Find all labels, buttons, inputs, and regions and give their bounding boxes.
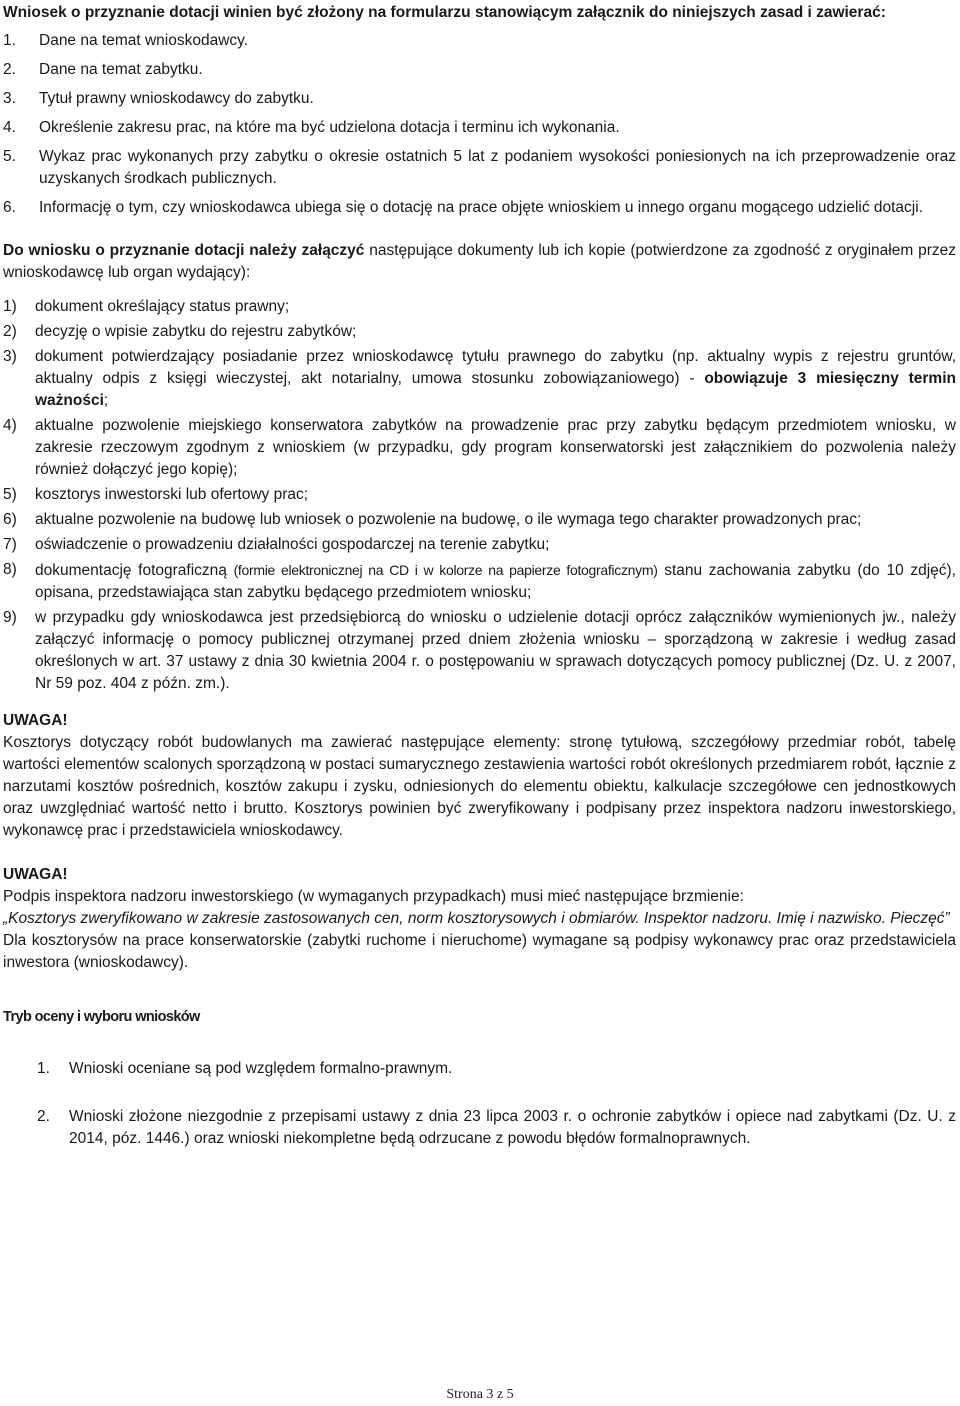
list-item xyxy=(37,1058,956,1080)
item-text: Informację o tym, czy wnioskodawca ubiega się o dotację na prace objęte wnioskiem u innego organu mogącego udzielić dotacji. xyxy=(39,199,923,216)
documents-lead-bold: Do wniosku o przyznanie dotacji należy załączyć xyxy=(3,242,365,259)
item-number: 5) xyxy=(3,486,17,503)
list-item xyxy=(3,509,956,531)
list-item xyxy=(3,59,956,81)
list-item xyxy=(3,30,956,52)
list-item xyxy=(3,534,956,556)
item-text: aktualne pozwolenie miejskiego konserwatora zabytków na prowadzenie prac przy zabytku będącym przedmiotem wniosku, w zakresie rzeczowym zgodnym z wnioskiem (w przypadku, gdy program konserwatorski jest załącznikiem do pozwolenia należy również dołączyć jego kopię); xyxy=(35,417,956,478)
section-heading: Tryb oceny i wyboru wniosków xyxy=(3,1009,200,1025)
item-number: 6. xyxy=(3,199,16,216)
list-item xyxy=(3,559,956,604)
item-number: 3) xyxy=(3,348,17,365)
list-item xyxy=(3,146,956,190)
item-text: kosztorys inwestorski lub ofertowy prac; xyxy=(35,486,309,503)
item-number: 4) xyxy=(3,417,17,434)
list-item xyxy=(3,346,956,412)
item-number: 8) xyxy=(3,561,17,578)
item-number: 6) xyxy=(3,511,17,528)
item-number: 2. xyxy=(37,1108,50,1125)
list-item xyxy=(3,321,956,343)
list-item xyxy=(3,415,956,481)
application-contents-list xyxy=(3,30,956,219)
item-text: aktualne pozwolenie na budowę lub wniosek o pozwolenie na budowę, o ile wymaga tego charakter prowadzonych prac; xyxy=(35,511,862,528)
item-number: 4. xyxy=(3,119,16,136)
list-item xyxy=(3,88,956,110)
validity-note: obowiązuje 3 miesięczny termin ważności xyxy=(35,370,956,409)
uwaga-label: UWAGA! xyxy=(3,712,68,729)
item-text: oświadczenie o prowadzeniu działalności gospodarczej na terenie zabytku; xyxy=(35,536,550,553)
document-page xyxy=(3,0,956,1150)
item-text: Wnioski oceniane są pod względem formalno-prawnym. xyxy=(69,1060,453,1077)
item-text: w przypadku gdy wnioskodawca jest przedsiębiorcą do wniosku o udzielenie dotacji oprócz załączników wymienionych jw., należy załączyć informację o pomocy publicznej otrzymanej przed dniem złożenia wniosku – sporządzoną w zakresie i według zasad określonych w art. 37 ustawy z dnia 30 kwietnia 2004 r. o postępowaniu w sprawach dotyczących pomocy publicznej (Dz. U. z 2007, Nr 59 poz. 404 z późn. zm.). xyxy=(35,609,956,692)
list-item xyxy=(3,296,956,318)
item-text: Tytuł prawny wnioskodawcy do zabytku. xyxy=(39,90,314,107)
conservation-signature-note: Dla kosztorysów na prace konserwatorskie (zabytki ruchome i nieruchome) wymagane są podpisy wykonawcy prac oraz przedstawiciela inwestora (wnioskodawcy). xyxy=(3,932,956,971)
required-documents-list xyxy=(3,296,956,695)
evaluation-list xyxy=(3,1058,956,1150)
list-item xyxy=(3,117,956,139)
item-text-tail: stanu zachowania zabytku (do 10 zdjęć), opisana, przedstawiająca stan zabytku będącego przedmiotem wniosku; xyxy=(35,562,956,601)
item-number: 2. xyxy=(3,61,16,78)
item-text: Dane na temat wnioskodawcy. xyxy=(39,32,249,49)
item-text: Dane na temat zabytku. xyxy=(39,61,203,78)
signature-requirement: Podpis inspektora nadzoru inwestorskiego (w wymaganych przypadkach) musi mieć następujące brzmienie: xyxy=(3,888,744,905)
list-item xyxy=(37,1106,956,1150)
item-number: 9) xyxy=(3,609,17,626)
list-item xyxy=(3,197,956,219)
item-number: 1) xyxy=(3,298,17,315)
item-text: Określenie zakresu prac, na które ma być udzielona dotacja i terminu ich wykonania. xyxy=(39,119,620,136)
item-text-small: (formie elektronicznej na CD i w kolorze na papierze fotograficznym) xyxy=(233,562,658,578)
intro-paragraph: Wniosek o przyznanie dotacji winien być złożony na formularzu stanowiącym załącznik do niniejszych zasad i zawierać: xyxy=(3,4,886,21)
item-text: dokument określający status prawny; xyxy=(35,298,290,315)
item-text-tail: ; xyxy=(103,392,109,409)
uwaga-label: UWAGA! xyxy=(3,866,68,883)
item-text: Wnioski złożone niezgodnie z przepisami ustawy z dnia 23 lipca 2003 r. o ochronie zabytków i opiece nad zabytkami (Dz. U. z 2014, póz. 1446.) oraz wnioski niekompletne będą odrzucane z powodu błędów formalnoprawnych. xyxy=(69,1108,956,1147)
item-number: 2) xyxy=(3,323,17,340)
documents-lead-paragraph xyxy=(3,240,956,284)
item-number: 1. xyxy=(37,1060,50,1077)
item-text: Wykaz prac wykonanych przy zabytku o okresie ostatnich 5 lat z podaniem wysokości poniesionych na ich przeprowadzenie oraz uzyskanych środkach publicznych. xyxy=(39,148,956,187)
item-number: 7) xyxy=(3,536,17,553)
item-number: 3. xyxy=(3,90,16,107)
cost-estimate-note: Kosztorys dotyczący robót budowlanych ma zawierać następujące elementy: stronę tytułową, szczegółowy przedmiar robót, tabelę wartości elementów scalonych sporządzoną w postaci sumarycznego zestawienia wartości robót określonych przedmiarem robót, łącznie z narzutami kosztów pośrednich, kosztów zakupu i zysku, odniesionych do elementu obiektu, kalkulacje szczegółowe cen jednostkowych oraz uwzględniać wartość netto i brutto. Kosztorys powinien być zweryfikowany i podpisany przez inspektora nadzoru inwestorskiego, wykonawcę prac i przedstawiciela wnioskodawcy. xyxy=(3,734,956,839)
item-text: decyzję o wpisie zabytku do rejestru zabytków; xyxy=(35,323,357,340)
item-number: 1. xyxy=(3,32,16,49)
page-footer: Strona 3 z 5 xyxy=(446,1387,514,1402)
item-text: dokumentację fotograficzną xyxy=(35,562,234,579)
documents-lead-text: następujące dokumenty lub ich kopie (potwierdzone za zgodność z oryginałem przez wnioskodawcę lub organ wydający): xyxy=(3,242,957,281)
list-item xyxy=(3,484,956,506)
signature-quote: „Kosztorys zweryfikowano w zakresie zastosowanych cen, norm kosztorysowych i obmiarów. Inspektor nadzoru. Imię i nazwisko. Pieczęć” xyxy=(3,910,950,927)
item-number: 5. xyxy=(3,148,16,165)
item-text: dokument potwierdzający posiadanie przez wnioskodawcę tytułu prawnego do zabytku (np. aktualny wypis z rejestru gruntów, aktualny odpis z księgi wieczystej, akt notarialny, umowa stosunku zobowiązaniowego) - xyxy=(35,348,956,387)
list-item xyxy=(3,607,956,695)
